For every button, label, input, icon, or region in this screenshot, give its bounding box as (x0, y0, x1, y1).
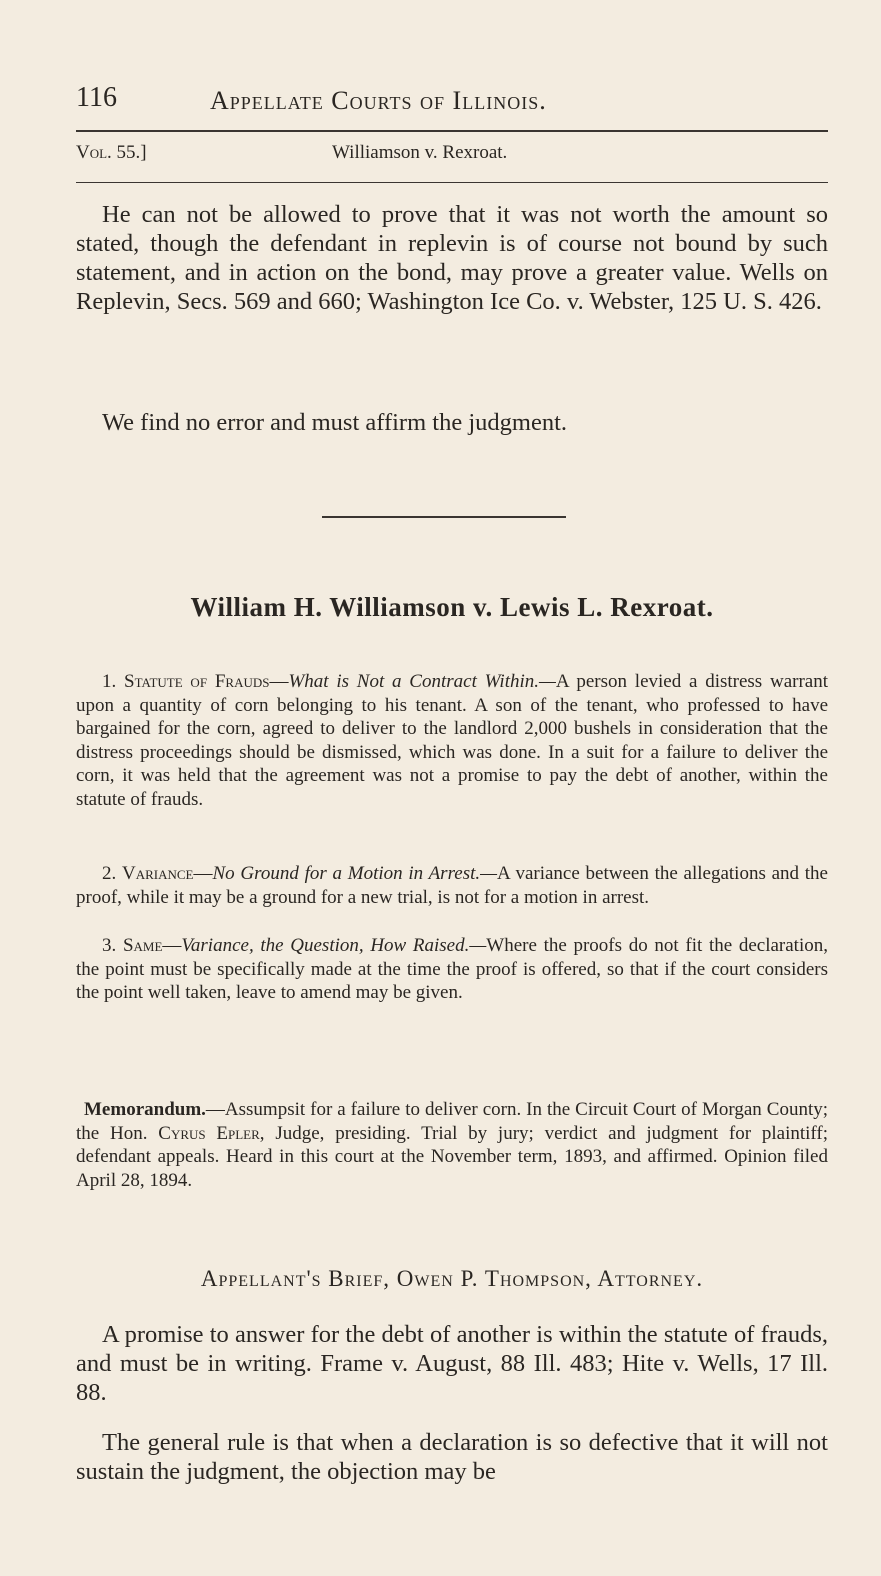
headnote-text: A variance between the allegations and the proof, while it may be a ground for a new trial, is not for a motion in arrest. (76, 863, 828, 908)
memorandum (76, 1098, 828, 1192)
headnote-3 (76, 934, 828, 1005)
volume-label: Vol. 55.] (76, 142, 147, 163)
header-rule-bottom (76, 182, 828, 183)
headnote-text: Where the proofs do not fit the declaration, the point must be specifically made at the time the proof is offered, so that if the court considers the point well taken, leave to amend may be given. (76, 935, 828, 1004)
headnote-subtopic: No Ground for a Motion in Arrest.— (212, 863, 498, 884)
memorandum-label: Memorandum. (84, 1099, 206, 1120)
headnote-number: 2. (102, 863, 117, 884)
headnote-subtopic: Variance, the Question, How Raised.— (181, 935, 487, 956)
section-divider (322, 516, 566, 518)
memorandum-text-2: , Judge, presiding. Trial by jury; verdict and judgment for plaintiff; defendant appeals. Heard in this court at the November term, 1893, and affirmed. Opinion filed April 28, 1894. (76, 1122, 828, 1191)
headnote-1 (76, 670, 828, 812)
headnote-number: 1. (102, 671, 117, 692)
headnote-text: A person levied a distress warrant upon a quantity of corn belonging to his tenant. A son of the tenant, who professed to have bargained for the corn, agreed to deliver to the landlord 2,000 bushels in consideration that the distress proceedings should be dismissed, which was done. In a suit for a failure to deliver the corn, it was held that the agreement was not a promise to pay the debt of another, within the statute of frauds. (76, 671, 828, 810)
judge-name: Cyrus Epler (158, 1122, 260, 1144)
opening-paragraph: He can not be allowed to prove that it was not worth the amount so stated, though the defendant in replevin is of course not bound by such statement, and in action on the bond, may prove a greater value. Wells on Replevin, Secs. 569 and 660; Washington Ice Co. v. Webster, 125 U. S. 426. (76, 201, 828, 315)
running-title: Appellate Courts of Illinois. (210, 86, 547, 115)
headnote-topic: Same— (122, 935, 182, 956)
header-rule-top (76, 130, 828, 132)
page-header (76, 82, 828, 122)
brief-heading: Appellant's Brief, Owen P. Thompson, Attorney. (200, 1266, 704, 1291)
affirm-paragraph: We find no error and must affirm the judgment. (102, 409, 567, 436)
headnote-2 (76, 862, 828, 909)
case-title: William H. Williamson v. Lewis L. Rexroat. (190, 592, 714, 622)
headnote-number: 3. (102, 935, 117, 956)
memorandum-text-1: —Assumpsit for a failure to deliver corn. In the Circuit Court of Morgan County; the Hon. (76, 1099, 828, 1144)
case-short-title: Williamson v. Rexroat. (332, 142, 508, 163)
headnote-topic: Variance— (122, 863, 213, 884)
brief-paragraph-2: The general rule is that when a declaration is so defective that it will not sustain the judgment, the objection may be (76, 1429, 828, 1485)
headnote-topic: Statute of Frauds— (124, 671, 289, 692)
page-number: 116 (76, 82, 117, 113)
brief-paragraph-1: A promise to answer for the debt of another is within the statute of frauds, and must be in writing. Frame v. August, 88 Ill. 483; Hite v. Wells, 17 Ill. 88. (76, 1321, 828, 1406)
headnote-subtopic: What is Not a Contract Within.— (288, 671, 556, 692)
